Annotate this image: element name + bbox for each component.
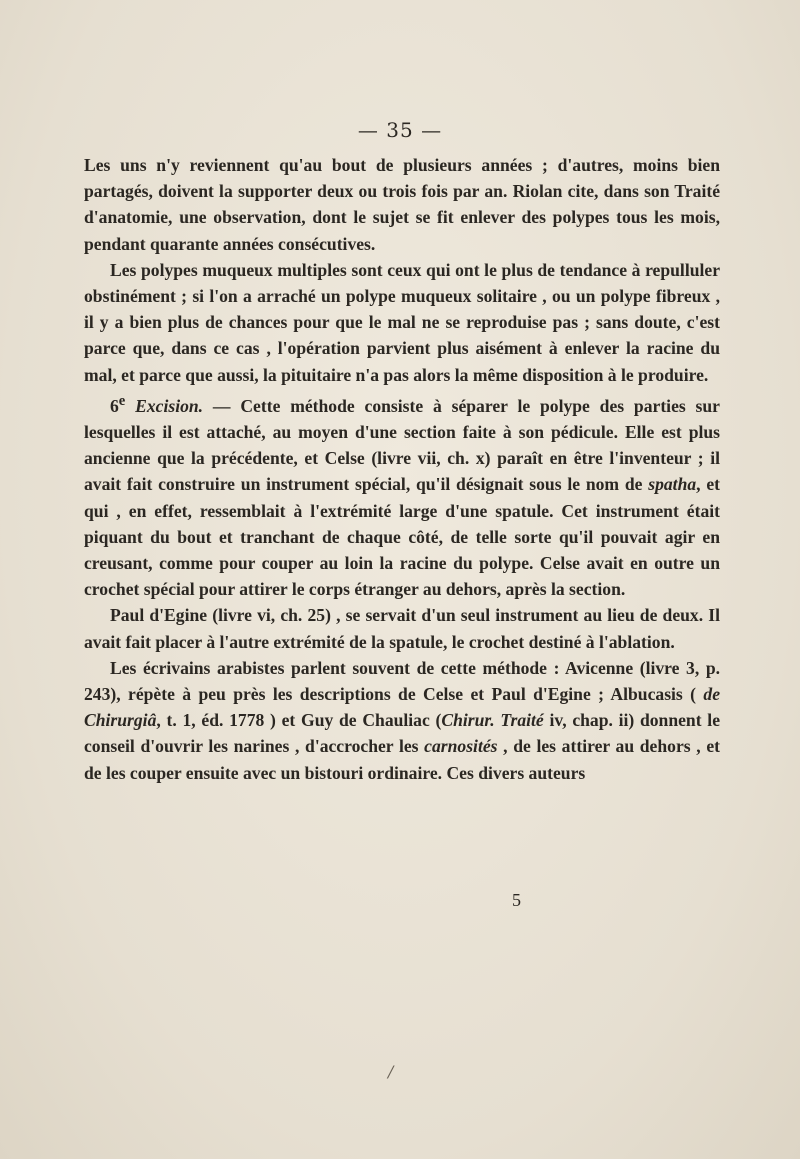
italic-term: spatha bbox=[648, 474, 697, 495]
text-run: , et qui , en effet, ressemblait à l'extrémité large d'une spatule. Cet instrument était piquant du bout et tranchant de chaque côté, de telle sorte qu'il pouvait agir en creusant, comme pour couper au loin la racine du polype. Celse avait en outre un crochet spécial pour attirer le corps étranger au dehors, après la section. bbox=[84, 474, 721, 600]
text-run: Les écrivains arabistes parlent souvent de cette méthode : Avicenne (livre 3, p. 243), répète à peu près les descriptions de Celse et Paul d'Egine ; Albucasis ( bbox=[84, 657, 720, 704]
text-run: , t. 1, éd. 1778 ) et Guy de Chauliac ( bbox=[156, 710, 442, 731]
signature-mark: 5 bbox=[512, 890, 521, 910]
italic-term: Chirur. Traité bbox=[441, 710, 544, 731]
paragraph bbox=[84, 602, 720, 654]
text-run: , de les attirer au dehors , et de les couper ensuite avec un bistouri ordinaire. Ces divers auteurs bbox=[84, 736, 720, 783]
italic-term: de Chirurgiâ bbox=[84, 683, 720, 731]
text-run: iv, chap. ii) donnent le conseil d'ouvrir les narines , d'accrocher les bbox=[84, 710, 721, 757]
text-run: 6 bbox=[110, 395, 119, 416]
paragraph bbox=[84, 388, 720, 602]
page-number: — 35 — bbox=[357, 118, 443, 142]
text-run: — Cette méthode consiste à séparer le polype des parties sur lesquelles il est attaché, au moyen d'une section faite à son pédicule. Elle est plus ancienne que la précédente, et Celse (livre vii, ch. x) paraît en être l'inventeur ; il avait fait construire un instrument spécial, qu'il désignait sous le nom de bbox=[84, 395, 720, 495]
bottom-mark: / bbox=[388, 1062, 394, 1081]
superscript: e bbox=[118, 392, 126, 409]
italic-term: carnosités bbox=[424, 736, 498, 757]
paragraph bbox=[84, 257, 720, 388]
text-run bbox=[125, 396, 135, 416]
body-text bbox=[84, 152, 720, 786]
italic-term: Excision. bbox=[135, 395, 204, 416]
text-run: Les polypes muqueux multiples sont ceux qui ont le plus de tendance à repulluler obstinément ; si l'on a arraché un polype muqueux solitaire , ou un polype fibreux , il y a bien plus de chances pour que le mal ne se reproduise pas ; sans doute, c'est parce que, dans ce cas , l'opération parvient plus aisément à enlever la racine du mal, et parce que aussi, la pituitaire n'a pas alors la même disposition à le produire. bbox=[84, 259, 720, 385]
text-run: Les uns n'y reviennent qu'au bout de plusieurs années ; d'autres, moins bien partagés, doivent la supporter deux ou trois fois par an. Riolan cite, dans son Traité d'anatomie, une observation, dont le sujet se fit enlever des polypes tous les mois, pendant quarante années consécutives. bbox=[84, 155, 720, 254]
paragraph bbox=[84, 152, 720, 257]
paragraph bbox=[84, 655, 720, 786]
text-run: Paul d'Egine (livre vi, ch. 25) , se servait d'un seul instrument au lieu de deux. Il avait fait placer à l'autre extrémité de la spatule, le crochet destiné à l'ablation. bbox=[84, 605, 720, 652]
